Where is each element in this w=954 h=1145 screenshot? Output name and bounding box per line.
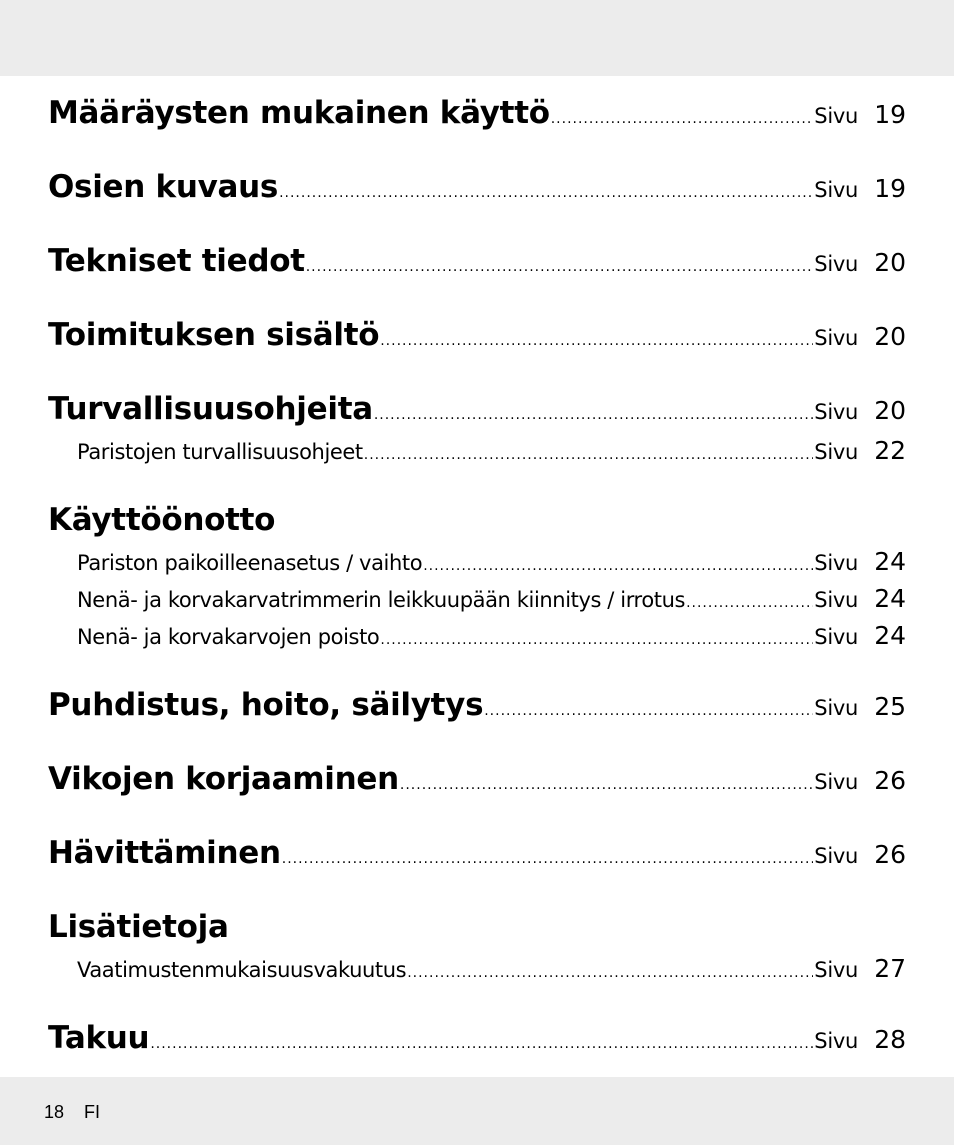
page-reference: Sivu 26 [814,766,906,795]
toc-entry-title: Osien kuvaus [48,169,279,205]
toc-entry-title: Toimituksen sisältö [48,317,380,353]
section-heading-commissioning[interactable]: Käyttöönotto [48,502,276,538]
toc-subentry-hair-removal[interactable] [77,621,906,650]
dot-leader [407,965,813,981]
page-reference: Sivu 19 [814,174,906,203]
dot-leader [380,632,813,648]
page-reference: Sivu 24 [814,621,906,650]
toc-entry-intended-use[interactable] [48,95,906,131]
toc-subentry-title: Nenä- ja korvakarvatrimmerin leikkuupään kiinnitys / irrotus [77,588,686,612]
toc-subentry-title: Vaatimustenmukaisuusvakuutus [77,958,407,982]
toc-subentry-declaration-of-conformity[interactable] [77,954,906,983]
dot-leader [380,333,813,349]
dot-leader [686,595,813,611]
page-reference: Sivu 19 [814,100,906,129]
page-reference: Sivu 24 [814,547,906,576]
toc-entry-delivery-contents[interactable] [48,317,906,353]
dot-leader [150,1036,813,1052]
footer-language-code: FI [84,1102,101,1122]
toc-entry-cleaning[interactable] [48,687,906,723]
toc-entry-title: Hävittäminen [48,835,281,871]
dot-leader [279,185,813,201]
page-reference: Sivu 25 [814,692,906,721]
header-band [0,0,954,76]
dot-leader [374,407,813,423]
page-reference: Sivu 26 [814,840,906,869]
toc-entry-title: Turvallisuusohjeita [48,391,373,427]
dot-leader [423,558,813,574]
dot-leader [306,259,814,275]
toc-entry-title: Takuu [48,1020,150,1056]
dot-leader [400,777,813,793]
dot-leader [484,703,813,719]
page-reference: Sivu 20 [814,396,906,425]
page-reference: Sivu 27 [814,954,906,983]
toc-entry-disposal[interactable] [48,835,906,871]
page-reference: Sivu 28 [814,1025,906,1054]
footer-page-number: 18 [44,1102,65,1122]
dot-leader [282,851,814,867]
toc-entry-title: Puhdistus, hoito, säilytys [48,687,484,723]
page-reference: Sivu 24 [814,584,906,613]
footer-band [0,1077,954,1145]
toc-subentry-title: Pariston paikoilleenasetus / vaihto [77,551,423,575]
toc-entry-safety-instructions[interactable] [48,391,906,427]
toc-subentry-battery-insert[interactable] [77,547,906,576]
toc-entry-title: Määräysten mukainen käyttö [48,95,550,131]
toc-entry-troubleshooting[interactable] [48,761,906,797]
toc-entry-title: Tekniset tiedot [48,243,305,279]
toc-subentry-cutting-head[interactable] [77,584,906,613]
page-reference: Sivu 20 [814,322,906,351]
toc-entry-technical-data[interactable] [48,243,906,279]
dot-leader [364,447,814,463]
dot-leader [551,111,814,127]
section-heading-additional-info[interactable]: Lisätietoja [48,909,229,945]
toc-entry-title: Vikojen korjaaminen [48,761,399,797]
toc-entry-parts-description[interactable] [48,169,906,205]
page-reference: Sivu 20 [814,248,906,277]
page-reference: Sivu 22 [814,436,906,465]
toc-subentry-battery-safety[interactable] [77,436,906,465]
page-footer [44,1102,100,1123]
toc-subentry-title: Nenä- ja korvakarvojen poisto [77,625,380,649]
toc-entry-warranty[interactable] [48,1020,906,1056]
toc-subentry-title: Paristojen turvallisuusohjeet [77,440,363,464]
